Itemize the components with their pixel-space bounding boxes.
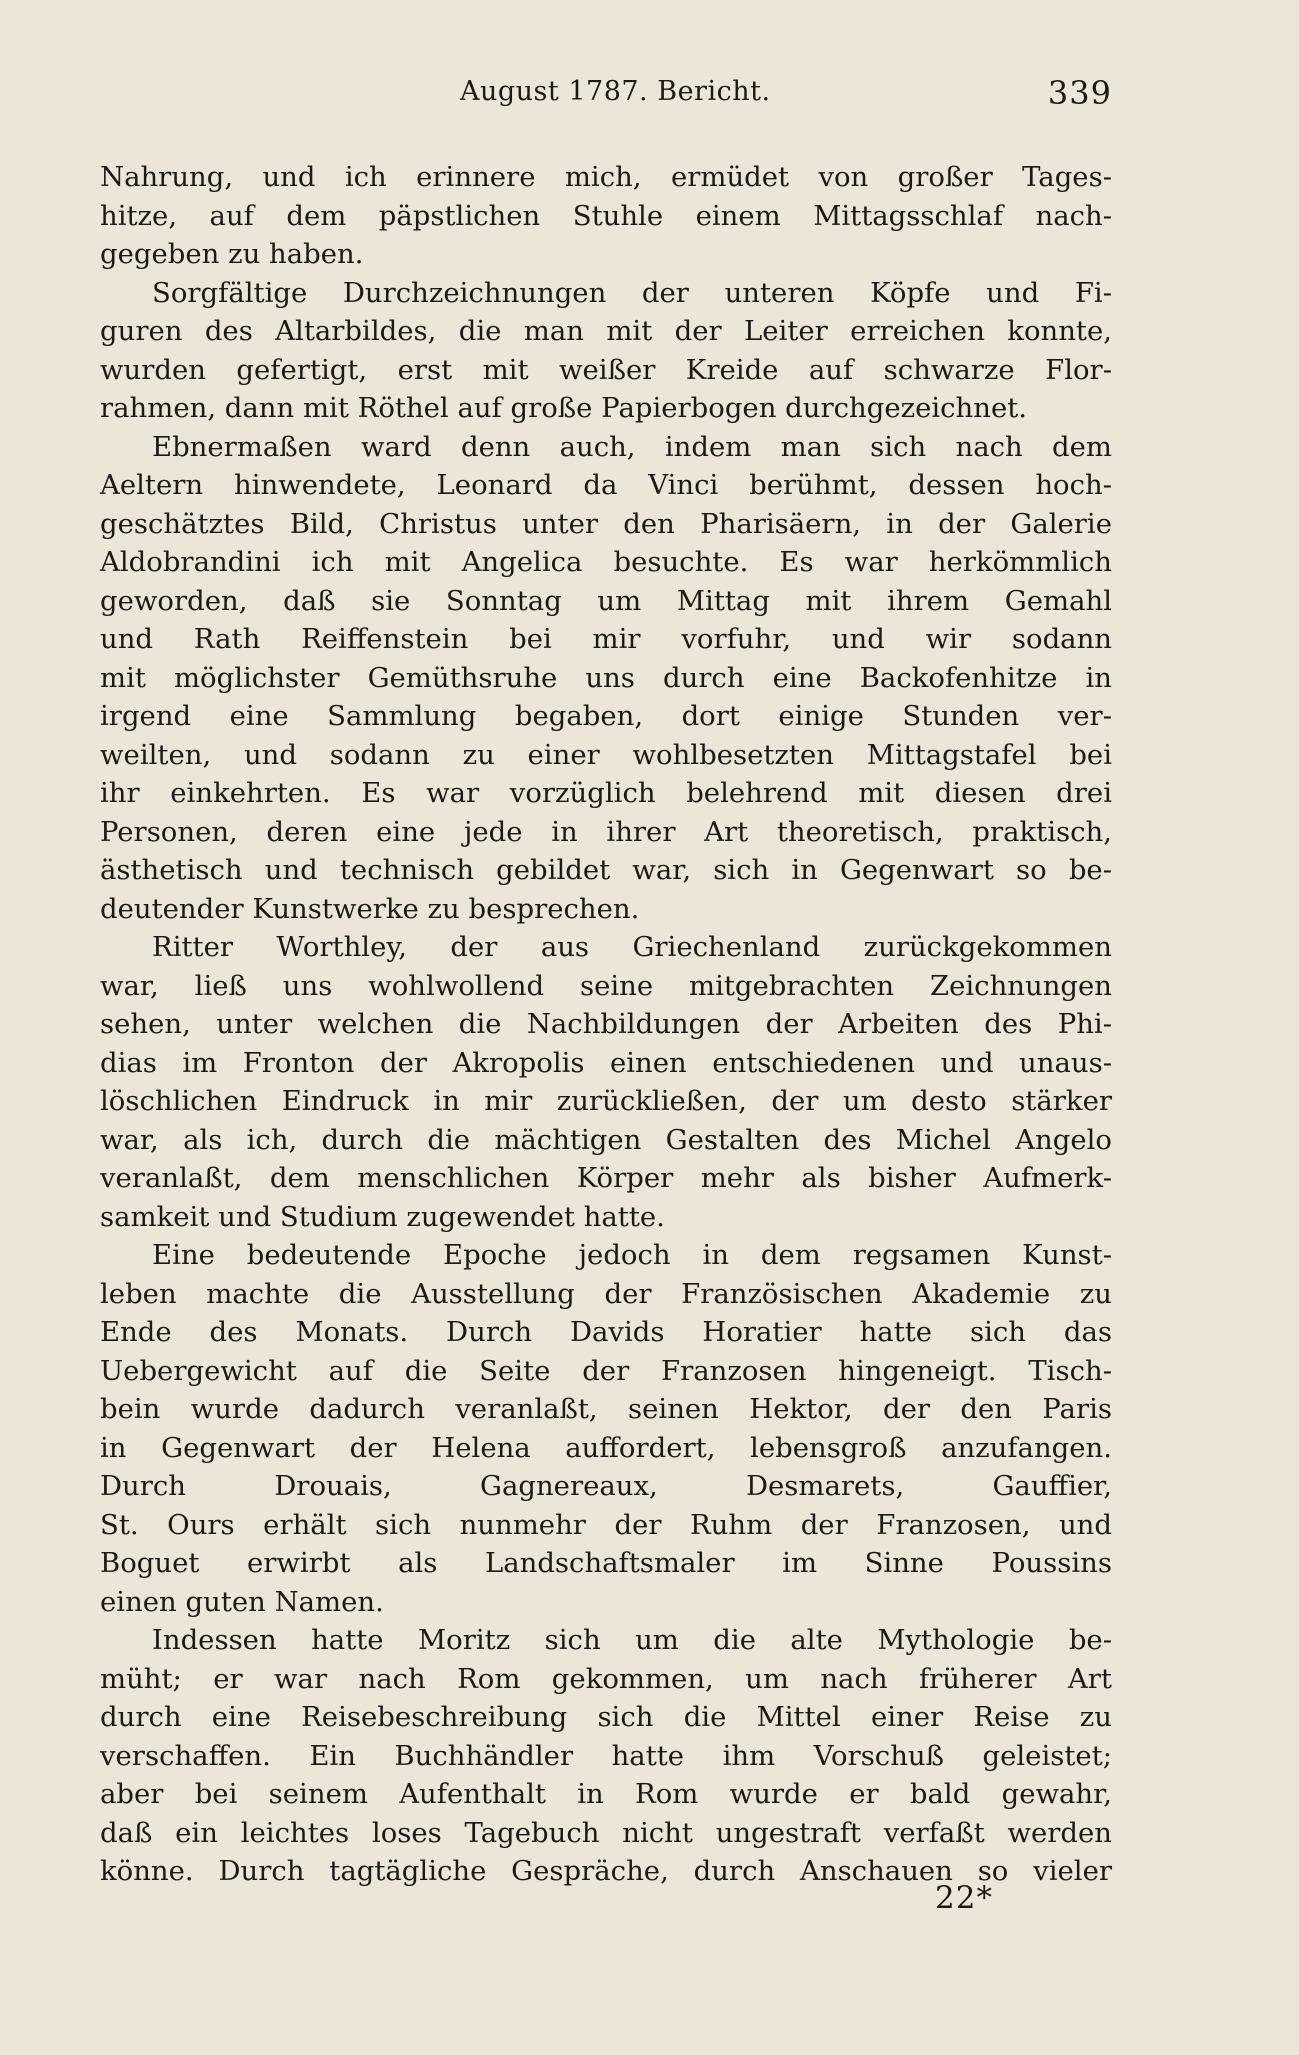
text-line: könne. Durch tagtägliche Gespräche, durch Anschauen so vieler (100, 1855, 1112, 1887)
text-line: bein wurde dadurch veranlaßt, seinen Hektor, der den Paris (100, 1393, 1112, 1425)
text-line: Ebnermaßen ward denn auch, indem man sich nach dem (152, 430, 1112, 463)
text-line: verschaffen. Ein Buchhändler hatte ihm Vorschuß geleistet; (100, 1739, 1112, 1772)
page-number: 339 (1047, 74, 1112, 112)
text-line: ästhetisch und technisch gebildet war, sich in Gegenwart so be- (100, 854, 1112, 886)
text-line: war, ließ uns wohlwollend seine mitgebrachten Zeichnungen (100, 969, 1112, 1002)
text-line: deutender Kunstwerke zu besprechen. (100, 892, 640, 925)
text-line: Durch Drouais, Gagnereaux, Desmarets, Gauffier, (100, 1470, 1112, 1502)
text-line: durch eine Reisebeschreibung sich die Mittel einer Reise zu (100, 1701, 1112, 1733)
text-line: ihr einkehrten. Es war vorzüglich belehrend mit diesen drei (100, 777, 1112, 809)
text-line: samkeit und Studium zugewendet hatte. (100, 1200, 665, 1233)
text-line: Boguet erwirbt als Landschaftsmaler im Sinne Poussins (100, 1547, 1112, 1579)
text-line: Sorgfältige Durchzeichnungen der unteren Köpfe und Fi- (152, 276, 1112, 309)
text-line: Nahrung, und ich erinnere mich, ermüdet von großer Tages- (100, 161, 1112, 193)
text-line: Eine bedeutende Epoche jedoch in dem regsamen Kunst- (152, 1239, 1112, 1271)
running-head: August 1787. Bericht. (460, 76, 771, 107)
text-line: Aldobrandini ich mit Angelica besuchte. Es war herkömmlich (100, 546, 1112, 578)
text-line: hitze, auf dem päpstlichen Stuhle einem Mittagsschlaf nach- (100, 199, 1112, 232)
text-line: Uebergewicht auf die Seite der Franzosen hingeneigt. Tisch- (100, 1354, 1112, 1387)
text-line: einen guten Namen. (100, 1585, 384, 1618)
text-line: weilten, und sodann zu einer wohlbesetzten Mittagstafel bei (100, 738, 1112, 771)
text-line: geworden, daß sie Sonntag um Mittag mit ihrem Gemahl (100, 584, 1112, 617)
text-line: rahmen, dann mit Röthel auf große Papierbogen durchgezeichnet. (100, 392, 1028, 424)
text-line: Indessen hatte Moritz sich um die alte Mythologie be- (152, 1624, 1112, 1656)
text-line: dias im Fronton der Akropolis einen entschiedenen und unaus- (100, 1046, 1112, 1079)
text-line: Ritter Worthley, der aus Griechenland zurückgekommen (152, 931, 1112, 963)
text-line: und Rath Reiffenstein bei mir vorfuhr, und wir sodann (100, 623, 1112, 655)
text-line: Personen, deren eine jede in ihrer Art theoretisch, praktisch, (100, 815, 1112, 848)
text-line: veranlaßt, dem menschlichen Körper mehr als bisher Aufmerk- (100, 1162, 1112, 1194)
text-line: war, als ich, durch die mächtigen Gestalten des Michel Angelo (100, 1123, 1112, 1156)
text-line: daß ein leichtes loses Tagebuch nicht ungestraft verfaßt werden (100, 1816, 1112, 1849)
text-line: St. Ours erhält sich nunmehr der Ruhm der Franzosen, und (100, 1508, 1112, 1541)
text-line: gegeben zu haben. (100, 238, 364, 270)
text-line: leben machte die Ausstellung der Französischen Akademie zu (100, 1277, 1112, 1310)
text-line: irgend eine Sammlung begaben, dort einige Stunden ver- (100, 700, 1112, 732)
text-line: guren des Altarbildes, die man mit der Leiter erreichen konnte, (100, 315, 1112, 347)
body-text (100, 158, 1112, 1891)
text-line: Ende des Monats. Durch Davids Horatier hatte sich das (100, 1316, 1112, 1348)
text-line: sehen, unter welchen die Nachbildungen der Arbeiten des Phi- (100, 1008, 1112, 1040)
text-line: müht; er war nach Rom gekommen, um nach früherer Art (100, 1662, 1112, 1695)
page-header (100, 76, 1112, 126)
text-line: Aeltern hinwendete, Leonard da Vinci berühmt, dessen hoch- (100, 469, 1112, 501)
text-line: aber bei seinem Aufenthalt in Rom wurde er bald gewahr, (100, 1778, 1112, 1810)
text-line: mit möglichster Gemüthsruhe uns durch eine Backofenhitze in (100, 661, 1112, 694)
text-line: löschlichen Eindruck in mir zurückließen, der um desto stärker (100, 1085, 1112, 1117)
text-line: wurden gefertigt, erst mit weißer Kreide auf schwarze Flor- (100, 353, 1112, 386)
signature-mark: 22* (935, 1880, 993, 1916)
text-line: geschätztes Bild, Christus unter den Pharisäern, in der Galerie (100, 507, 1112, 540)
text-line: in Gegenwart der Helena auffordert, lebensgroß anzufangen. (100, 1431, 1112, 1464)
